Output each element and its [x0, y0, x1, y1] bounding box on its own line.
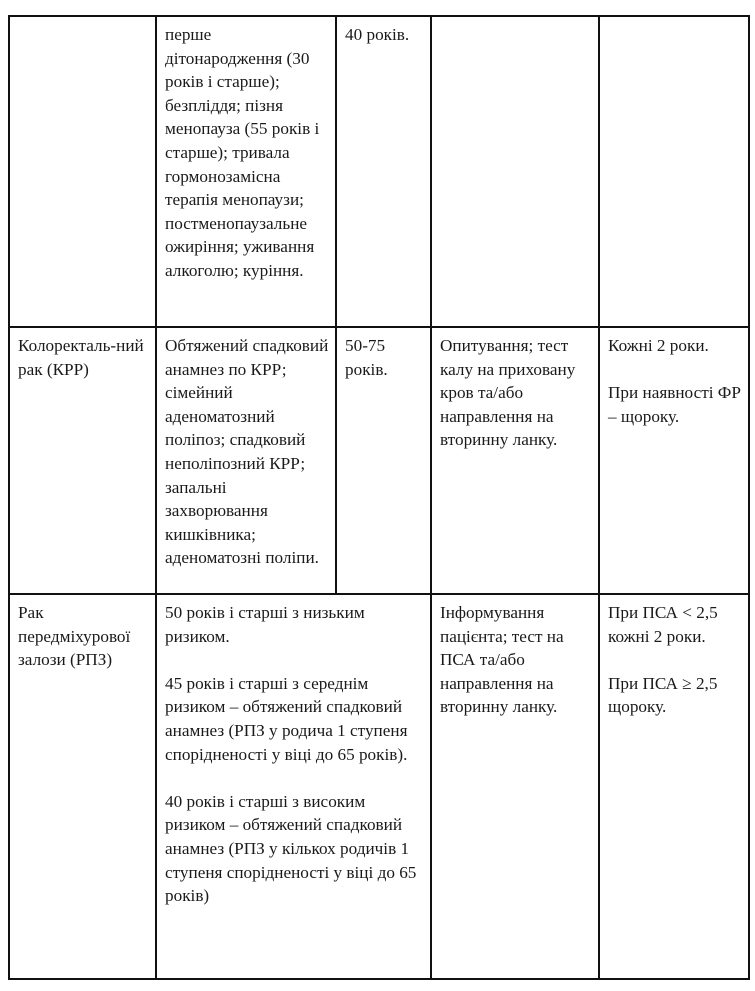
disease-cell: Колоректаль-ний рак (КРР) — [9, 327, 156, 594]
method-cell — [431, 16, 599, 327]
method-cell: Інформування пацієнта; тест на ПСА та/або направлення на вторинну ланку. — [431, 594, 599, 979]
risk-group-text: 50 років і старші з низьким ризиком. — [165, 603, 365, 646]
risk-factors-cell: Обтяжений спадковий анамнез по КРР; сімейний аденоматозний поліпоз; спадковий неполіпозний КРР; запальні захворювання кишківника; аденоматозні поліпи. — [156, 327, 336, 594]
table-row — [9, 16, 749, 327]
age-cell: 50-75 років. — [336, 327, 431, 594]
frequency-text: При наявності ФР – щороку. — [608, 383, 741, 426]
risk-factors-cell: перше дітонародження (30 років і старше); безпліддя; пізня менопауза (55 років і старше); тривала гормонозамісна терапія менопаузи; постменопаузальне ожиріння; уживання алкоголю; куріння. — [156, 16, 336, 327]
risk-and-age-cell — [156, 594, 431, 979]
frequency-text: При ПСА < 2,5 кожні 2 роки. — [608, 603, 718, 646]
age-cell: 40 років. — [336, 16, 431, 327]
screening-table — [8, 15, 750, 980]
frequency-cell — [599, 327, 749, 594]
method-cell: Опитування; тест калу на приховану кров та/або направлення на вторинну ланку. — [431, 327, 599, 594]
disease-cell — [9, 16, 156, 327]
table-row — [9, 594, 749, 979]
table-row — [9, 327, 749, 594]
disease-cell: Рак передміхурової залози (РПЗ) — [9, 594, 156, 979]
frequency-text: При ПСА ≥ 2,5 щороку. — [608, 673, 718, 717]
frequency-cell — [599, 594, 749, 979]
risk-group-text: 40 років і старші з високим ризиком – обтяжений спадковий анамнез (РПЗ у кількох родичів 1 ступеня спорідненості у віці до 65 років) — [165, 791, 417, 906]
frequency-cell — [599, 16, 749, 327]
risk-group-text: 45 років і старші з середнім ризиком – обтяжений спадковий анамнез (РПЗ у родича 1 ступеня спорідненості у віці до 65 років). — [165, 673, 408, 764]
frequency-text: Кожні 2 роки. — [608, 336, 709, 355]
